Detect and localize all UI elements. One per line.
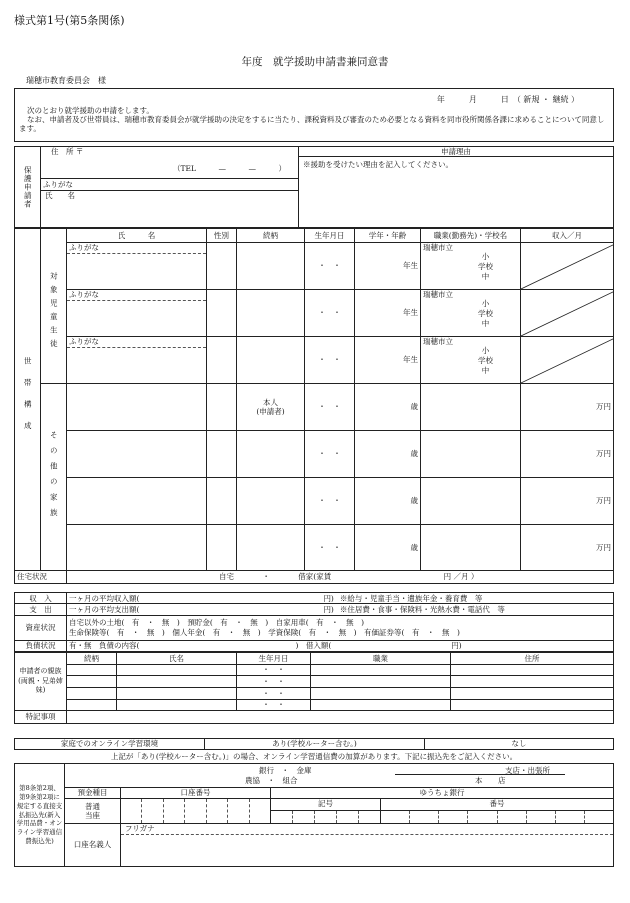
child-grade-field[interactable]: 年生 bbox=[355, 337, 421, 384]
account-holder-field[interactable]: フリガナ bbox=[121, 824, 614, 867]
family-relation-field[interactable] bbox=[237, 478, 305, 525]
reason-note: ※援助を受けたい理由を記入してください。 bbox=[303, 160, 453, 169]
col-name: 氏 名 bbox=[67, 229, 207, 243]
child-name-field[interactable]: ふりがな bbox=[67, 243, 207, 290]
col-address: 住所 bbox=[451, 653, 614, 665]
col-relation: 続柄 bbox=[237, 229, 305, 243]
family-income-field[interactable]: 万円 bbox=[521, 431, 614, 478]
child-relation-field[interactable] bbox=[237, 243, 305, 290]
relative-relation-field[interactable] bbox=[67, 687, 117, 699]
relative-birthdate-field[interactable]: ・ ・ bbox=[237, 687, 311, 699]
child-school-field[interactable]: 瑞穂市立 小 学校 中 bbox=[421, 243, 521, 290]
kigo-label: 記号 bbox=[271, 799, 381, 810]
child-relation-field[interactable] bbox=[237, 337, 305, 384]
family-income-field[interactable]: 万円 bbox=[521, 384, 614, 431]
asset-label: 資産状況 bbox=[15, 615, 67, 640]
relative-address-field[interactable] bbox=[451, 687, 614, 699]
family-birthdate-field[interactable]: ・ ・ bbox=[305, 525, 355, 571]
family-relation-field[interactable] bbox=[237, 431, 305, 478]
col-name: 氏名 bbox=[117, 653, 237, 665]
relative-name-field[interactable] bbox=[117, 699, 237, 711]
family-age-field[interactable]: 歳 bbox=[355, 431, 421, 478]
family-age-field[interactable]: 歳 bbox=[355, 525, 421, 571]
family-name-field[interactable] bbox=[67, 478, 207, 525]
family-birthdate-field[interactable]: ・ ・ bbox=[305, 384, 355, 431]
expense-field[interactable]: 一ヶ月の平均支出額( 円) ※住居費・食事・保険料・光熱水費・電話代 等 bbox=[67, 604, 614, 615]
relative-name-field[interactable] bbox=[117, 664, 237, 676]
table-row bbox=[15, 384, 614, 431]
household-section-label: 世帯構成 bbox=[15, 229, 41, 571]
child-sex-field[interactable] bbox=[207, 290, 237, 337]
diagonal-line bbox=[521, 290, 613, 336]
housing-label: 住宅状況 bbox=[15, 571, 67, 584]
col-birthdate: 生年月日 bbox=[305, 229, 355, 243]
relative-occupation-field[interactable] bbox=[311, 687, 451, 699]
diagonal-line bbox=[521, 243, 613, 289]
applicant-furigana[interactable]: ふりがな bbox=[41, 179, 299, 191]
relative-birthdate-field[interactable]: ・ ・ bbox=[237, 664, 311, 676]
applicant-name-field[interactable]: 氏 名 bbox=[41, 191, 299, 228]
family-occupation-field[interactable] bbox=[421, 384, 521, 431]
relative-birthdate-field[interactable]: ・ ・ bbox=[237, 699, 311, 711]
form-number: 様式第1号(第5条関係) bbox=[14, 14, 125, 27]
col-birthdate: 生年月日 bbox=[237, 653, 311, 665]
family-sex-field[interactable] bbox=[207, 384, 237, 431]
family-relation-field[interactable] bbox=[237, 525, 305, 571]
relative-name-field[interactable] bbox=[117, 676, 237, 688]
child-sex-field[interactable] bbox=[207, 337, 237, 384]
col-sex: 性別 bbox=[207, 229, 237, 243]
table-row bbox=[15, 478, 614, 525]
family-sex-field[interactable] bbox=[207, 478, 237, 525]
col-grade-age: 学年・年齢 bbox=[355, 229, 421, 243]
target-children-label: 対象児童生徒 bbox=[41, 243, 67, 384]
notes-field[interactable] bbox=[67, 711, 614, 724]
table-row bbox=[15, 337, 614, 384]
page-title: 年度 就学援助申請書兼同意書 bbox=[241, 56, 389, 68]
family-age-field[interactable]: 歳 bbox=[355, 478, 421, 525]
online-table bbox=[14, 738, 614, 750]
relative-relation-field[interactable] bbox=[67, 699, 117, 711]
col-income: 収入／月 bbox=[521, 229, 614, 243]
applicant-table bbox=[14, 146, 614, 228]
table-row bbox=[15, 243, 614, 290]
yucho-number-field[interactable] bbox=[271, 799, 614, 824]
income-field[interactable]: 一ヶ月の平均収入額( 円) ※給与・児童手当・遺族年金・養育費 等 bbox=[67, 593, 614, 604]
bank-name-field[interactable]: 銀行 ・ 金庫 農協 ・ 組合 支店・出張所 本 店 bbox=[65, 764, 614, 788]
bank-table bbox=[14, 763, 614, 867]
family-relation-field: 本人 (申請者) bbox=[237, 384, 305, 431]
address-field[interactable]: 住 所 〒 （TEL — — ） bbox=[41, 147, 299, 179]
col-occupation: 職業(勤務先)・学校名 bbox=[421, 229, 521, 243]
account-number-label: 口座番号 bbox=[121, 788, 271, 799]
child-birthdate-field[interactable]: ・ ・ bbox=[305, 243, 355, 290]
online-note: 上記が「あり(学校ルーター含む。)」の場合、オンライン学習通信費の加算があります。下記に振込先をご記入ください。 bbox=[110, 752, 518, 761]
col-relation: 続柄 bbox=[67, 653, 117, 665]
relative-relation-field[interactable] bbox=[67, 676, 117, 688]
family-birthdate-field[interactable]: ・ ・ bbox=[305, 431, 355, 478]
online-label: 家庭でのオンライン学習環境 bbox=[15, 739, 205, 750]
relative-address-field[interactable] bbox=[451, 664, 614, 676]
housing-field[interactable]: 自宅 ・ 借家(家賃 円 ／月 ） bbox=[67, 571, 614, 584]
relatives-table bbox=[14, 652, 614, 724]
bango-label: 番号 bbox=[489, 799, 505, 808]
family-sex-field[interactable] bbox=[207, 525, 237, 571]
deposit-type-label: 預金種目 bbox=[65, 788, 121, 799]
child-name-field[interactable]: ふりがな bbox=[67, 337, 207, 384]
debt-label: 負債状況 bbox=[15, 640, 67, 651]
other-family-label: その他の家族 bbox=[41, 384, 67, 571]
account-holder-label: 口座名義人 bbox=[65, 824, 121, 867]
relative-birthdate-field[interactable]: ・ ・ bbox=[237, 676, 311, 688]
account-number-field[interactable] bbox=[121, 799, 271, 824]
diagonal-line bbox=[521, 337, 613, 383]
family-name-field[interactable] bbox=[67, 384, 207, 431]
reason-header: 申請理由 bbox=[299, 147, 613, 157]
relative-occupation-field[interactable] bbox=[311, 676, 451, 688]
child-grade-field[interactable]: 年生 bbox=[355, 243, 421, 290]
expense-label: 支 出 bbox=[15, 604, 67, 615]
intro-line-1: 次のとおり就学援助の申請をします。 bbox=[27, 106, 154, 115]
family-occupation-field[interactable] bbox=[421, 478, 521, 525]
child-birthdate-field[interactable]: ・ ・ bbox=[305, 290, 355, 337]
child-income-field bbox=[521, 290, 614, 337]
family-sex-field[interactable] bbox=[207, 431, 237, 478]
tel-field[interactable]: （TEL — — ） bbox=[173, 164, 286, 174]
relative-name-field[interactable] bbox=[117, 687, 237, 699]
family-age-field[interactable]: 歳 bbox=[355, 384, 421, 431]
child-income-field bbox=[521, 337, 614, 384]
relative-address-field[interactable] bbox=[451, 699, 614, 711]
relative-address-field[interactable] bbox=[451, 676, 614, 688]
intro-box bbox=[14, 88, 614, 142]
addressee: 瑞穂市教育委員会 様 bbox=[26, 76, 106, 85]
reason-field[interactable] bbox=[299, 147, 614, 228]
col-occupation: 職業 bbox=[311, 653, 451, 665]
online-yes-option[interactable]: あり(学校ルーター含む。) bbox=[205, 739, 425, 750]
table-row bbox=[15, 664, 614, 676]
notes-label: 特記事項 bbox=[15, 711, 67, 724]
family-name-field[interactable] bbox=[67, 431, 207, 478]
date-line[interactable]: 年 月 日 （ 新規 ・ 継続 ） bbox=[436, 95, 579, 104]
child-school-field[interactable]: 瑞穂市立 小 学校 中 bbox=[421, 337, 521, 384]
online-no-option[interactable]: なし bbox=[425, 739, 614, 750]
income-label: 収 入 bbox=[15, 593, 67, 604]
family-name-field[interactable] bbox=[67, 525, 207, 571]
intro-line-2: なお、申請者及び世帯員は、瑞穂市教育委員会が就学援助の決定をするに当たり、課税資料及び審査のため必要となる資料を同市役所関係各課に求めることについて同意します。 bbox=[19, 115, 605, 134]
housing-table bbox=[14, 570, 614, 584]
family-birthdate-field[interactable]: ・ ・ bbox=[305, 478, 355, 525]
relative-occupation-field[interactable] bbox=[311, 699, 451, 711]
asset-field[interactable]: 自宅以外の土地( 有 ・ 無 ) 預貯金( 有 ・ 無 ) 自家用車( 有 ・ 無 ) 生命保険等( 有 ・ 無 ) 個人年金( 有 ・ 無 ) 学資保険( 有 ・ 無 ) 有価証券等( 有 ・ 無 ) bbox=[67, 615, 614, 640]
deposit-type-options[interactable]: 普通 当座 bbox=[65, 799, 121, 824]
table-row bbox=[15, 290, 614, 337]
table-row bbox=[15, 687, 614, 699]
relative-relation-field[interactable] bbox=[67, 664, 117, 676]
child-income-field bbox=[521, 243, 614, 290]
child-name-field[interactable]: ふりがな bbox=[67, 290, 207, 337]
household-table bbox=[14, 228, 614, 571]
finance-table bbox=[14, 592, 614, 652]
bank-side-label: 第8条第2項、第9条第2項に規定する直接支払振込先(新入学用品費・オンライン学習通信費振込先) bbox=[15, 764, 65, 867]
child-sex-field[interactable] bbox=[207, 243, 237, 290]
family-occupation-field[interactable] bbox=[421, 525, 521, 571]
child-birthdate-field[interactable]: ・ ・ bbox=[305, 337, 355, 384]
debt-field[interactable]: 有・無 負債の内容( ) 借入額( 円) bbox=[67, 640, 614, 651]
table-row bbox=[15, 699, 614, 711]
family-occupation-field[interactable] bbox=[421, 431, 521, 478]
applicant-section-label: 保護申請者 bbox=[15, 147, 41, 228]
child-grade-field[interactable]: 年生 bbox=[355, 290, 421, 337]
relatives-label: 申請者の親族(両親・兄弟姉妹) bbox=[15, 653, 67, 711]
family-income-field[interactable]: 万円 bbox=[521, 525, 614, 571]
child-school-field[interactable]: 瑞穂市立 小 学校 中 bbox=[421, 290, 521, 337]
table-row bbox=[15, 431, 614, 478]
table-row bbox=[15, 676, 614, 688]
table-row bbox=[15, 525, 614, 571]
yucho-label: ゆうちょ銀行 bbox=[271, 788, 614, 799]
child-relation-field[interactable] bbox=[237, 290, 305, 337]
relative-occupation-field[interactable] bbox=[311, 664, 451, 676]
family-income-field[interactable]: 万円 bbox=[521, 478, 614, 525]
